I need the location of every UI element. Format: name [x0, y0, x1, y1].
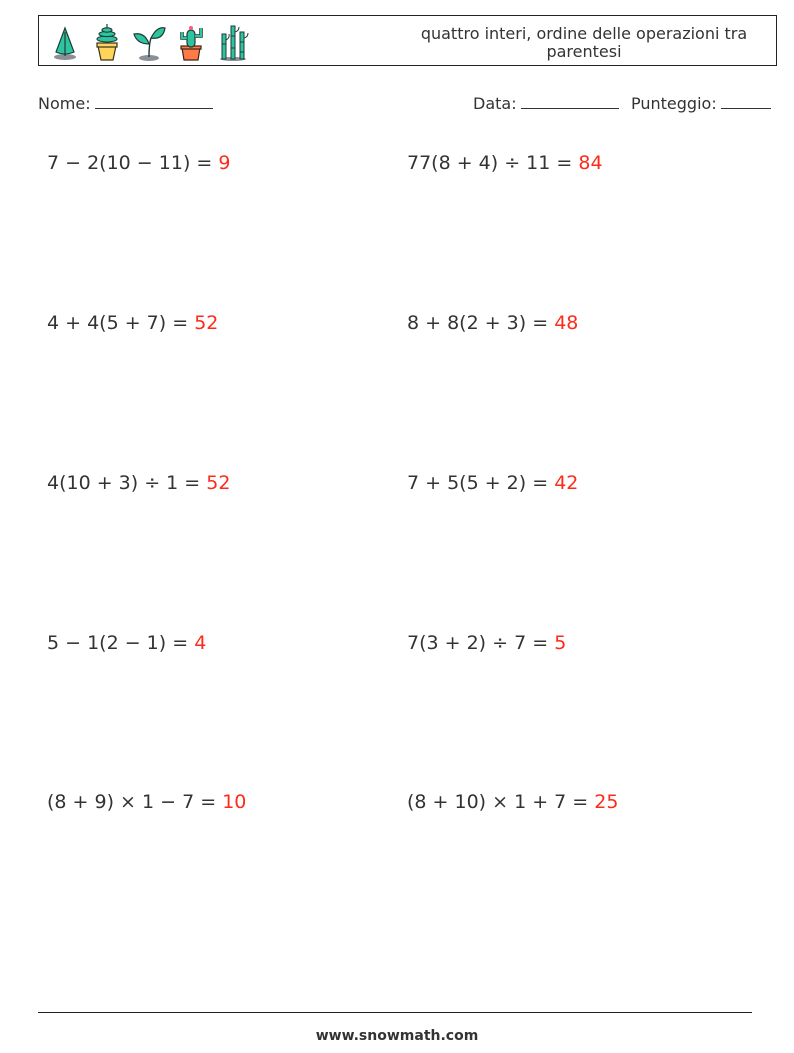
cactus-icon — [173, 22, 209, 62]
problem-answer: 9 — [218, 152, 231, 174]
problem-expression: 7 − 2(10 − 11) = — [47, 152, 219, 174]
name-field — [38, 92, 213, 115]
footer-url[interactable]: www.snowmath.com — [315, 1028, 479, 1044]
problem-expression: 5 − 1(2 − 1) = — [47, 632, 195, 654]
problem-answer: 5 — [554, 632, 567, 654]
problem-answer: 52 — [206, 472, 231, 494]
problem-expression: 4 + 4(5 + 7) = — [47, 312, 195, 334]
date-field — [473, 92, 619, 115]
problem-1 — [47, 151, 230, 175]
problem-answer: 48 — [554, 312, 579, 334]
worksheet-title: quattro interi, ordine delle operazioni tra parentesi — [420, 24, 748, 61]
problem-2 — [407, 151, 603, 175]
problem-6 — [407, 471, 578, 495]
problem-answer: 10 — [222, 791, 247, 813]
problem-answer: 52 — [194, 312, 219, 334]
date-line[interactable] — [521, 92, 619, 109]
score-line[interactable] — [721, 92, 771, 109]
problem-expression: 8 + 8(2 + 3) = — [407, 312, 555, 334]
problem-8 — [407, 631, 566, 655]
potted-plant-icon — [89, 22, 125, 62]
problem-answer: 4 — [194, 632, 207, 654]
score-label: Punteggio: — [631, 94, 717, 113]
problem-answer: 84 — [578, 152, 603, 174]
problem-4 — [407, 311, 578, 335]
problem-9 — [47, 790, 246, 814]
problem-expression: 7(3 + 2) ÷ 7 = — [407, 632, 555, 654]
problem-expression: (8 + 10) × 1 + 7 = — [407, 791, 595, 813]
problem-answer: 42 — [554, 472, 579, 494]
score-field — [631, 92, 771, 115]
date-label: Data: — [473, 94, 517, 113]
tree-icon — [47, 22, 83, 62]
problem-expression: (8 + 9) × 1 − 7 = — [47, 791, 223, 813]
header-box — [38, 15, 777, 66]
problem-expression: 7 + 5(5 + 2) = — [407, 472, 555, 494]
problem-answer: 25 — [594, 791, 619, 813]
problem-expression: 4(10 + 3) ÷ 1 = — [47, 472, 207, 494]
problem-5 — [47, 471, 230, 495]
problem-10 — [407, 790, 618, 814]
name-label: Nome: — [38, 94, 91, 113]
name-line[interactable] — [95, 92, 213, 109]
bamboo-icon — [215, 22, 251, 62]
footer-divider — [38, 1012, 752, 1013]
problem-expression: 77(8 + 4) ÷ 11 = — [407, 152, 579, 174]
problem-3 — [47, 311, 218, 335]
problem-7 — [47, 631, 206, 655]
icon-strip — [47, 22, 251, 62]
sprout-icon — [131, 22, 167, 62]
